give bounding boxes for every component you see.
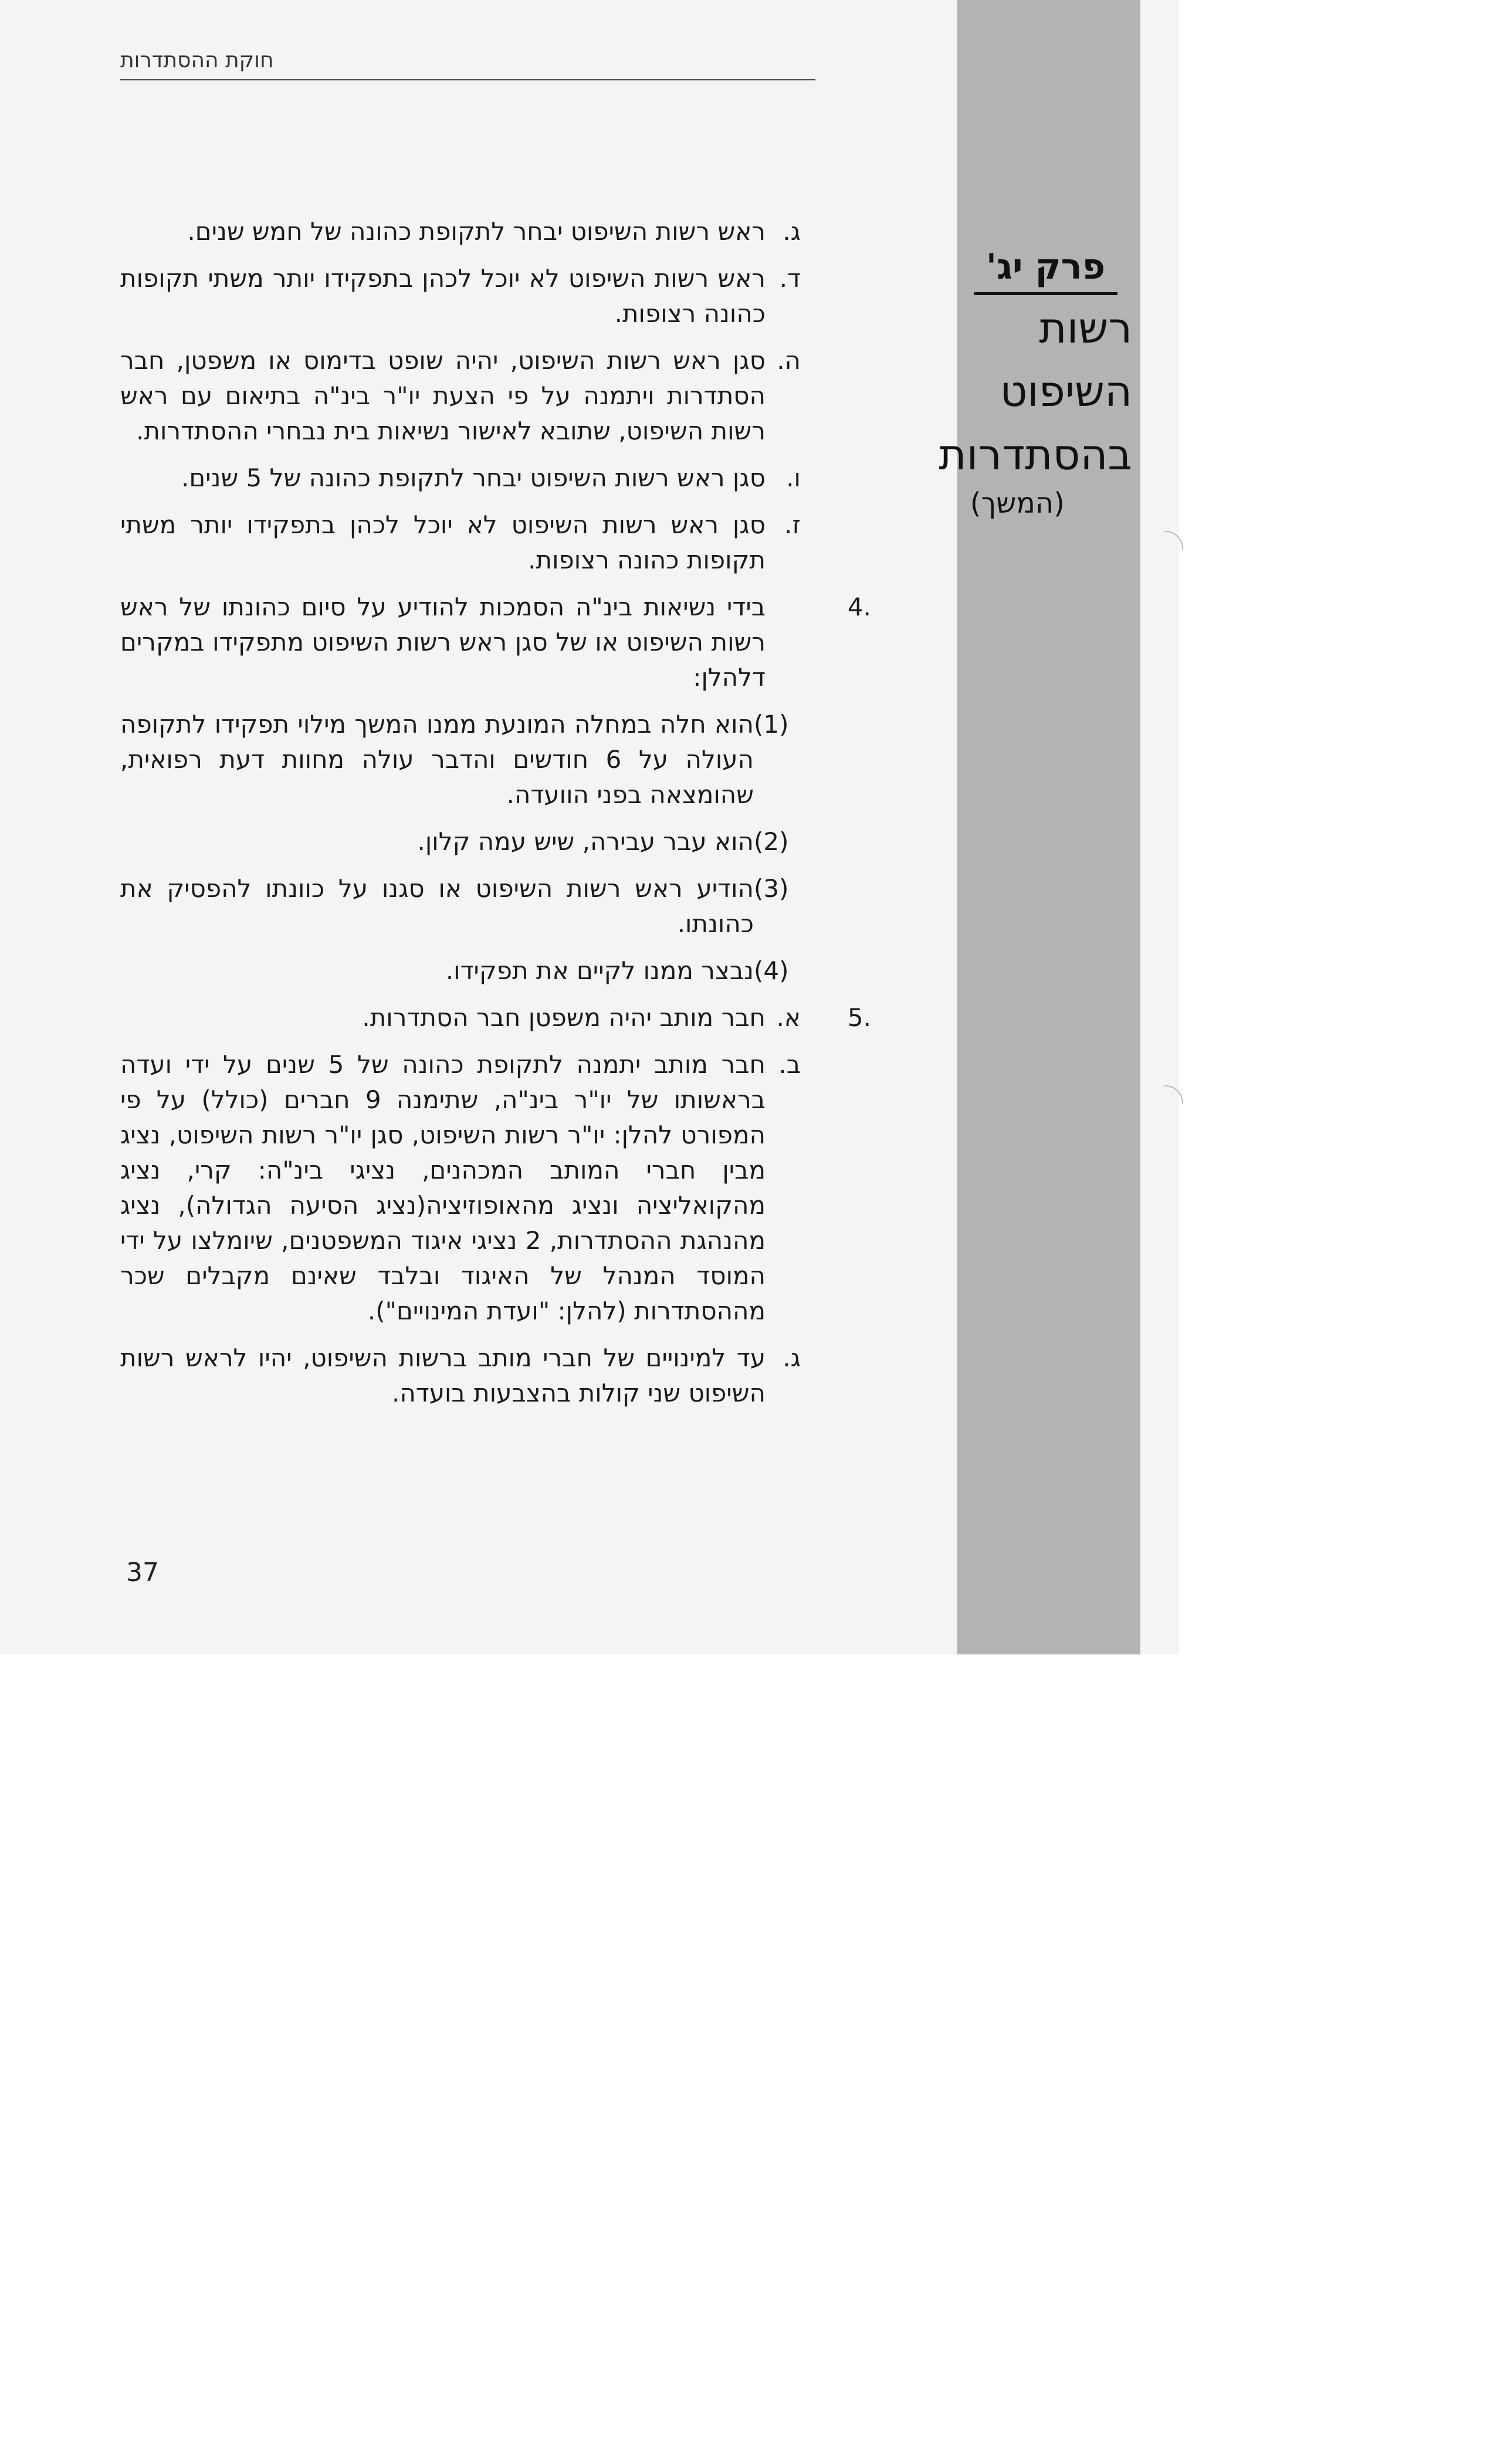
clause [120,214,801,249]
sub-clause [120,824,801,859]
chapter-subtitle: (המשך) [970,487,1065,520]
clause-text: הוא חלה במחלה המונעת ממנו המשך מילוי תפקידו לתקופה העולה על 6 חודשים והדבר עולה מחוות דעת רפואית, שהומצאה בפני הוועדה. [120,710,754,809]
clause-text: סגן ראש רשות השיפוט לא יוכל לכהן בתפקידו יותר משתי תקופות כהונה רצופות. [120,510,766,574]
clause-text: חבר מותב יתמנה לתקופת כהונה של 5 שנים על ידי ועדה בראשותו של יו"ר בינ"ה, שתימנה 9 חברים (כולל) על פי המפורט להלן: יו"ר רשות השיפוט, סגן יו"ר רשות השיפוט, נציג מבין חברי המותב המכהנים, נציגי בינ"ה: קרי, נציג מהקואליציה ונציג מהאופוזיציה(נציג הסיעה הגדולה), נציג מהנהגת ההסתדרות, 2 נציגי איגוד המשפטנים, שיומלצו על ידי המוסד המנהל של האיגוד ובלבד שאינם מקבלים שכר מההסתדרות (להלן: "ועדת המינויים"). [120,1050,766,1325]
sub-clause [120,871,801,942]
binding-mark [1164,1085,1183,1104]
chapter-title-line: בהסתדרות [939,430,1132,479]
clause-marker [766,590,801,695]
clause-text: ראש רשות השיפוט יבחר לתקופת כהונה של חמש שנים. [187,217,766,246]
clause-text: סגן ראש רשות השיפוט יבחר לתקופת כהונה של 5 שנים. [181,463,766,492]
chapter-title [939,296,1132,486]
clause-list [120,214,871,1423]
clause-marker: א. [776,1003,801,1032]
clause-text: סגן ראש רשות השיפוט, יהיה שופט בדימוס או משפטן, חבר הסתדרות ויתמנה על פי הצעת יו"ר בינ"ה בתיאום עם ראש רשות השיפוט, שתובא לאישור נשיאות בית נבחרי ההסתדרות. [120,346,766,445]
chapter-label: פרק יג' [974,246,1117,295]
clause-marker: (3) [754,874,789,903]
clause [120,343,801,449]
section-number: .4 [847,593,871,621]
clause [120,590,871,695]
clause [120,507,801,578]
clause-text: חבר מותב יהיה משפטן חבר הסתדרות. [362,1003,766,1032]
clause-text: נבצר ממנו לקיים את תפקידו. [445,956,754,985]
clause-marker: ג. [783,217,801,246]
clause [120,1000,871,1035]
section-number: .5 [847,1003,871,1032]
clause-marker: (4) [754,956,789,985]
clause-text: הוא עבר עבירה, שיש עמה קלון. [417,827,754,856]
sub-clause [120,707,801,813]
sub-clause [120,953,801,989]
page-number: 37 [126,1558,159,1588]
clause-marker: ב. [778,1050,801,1079]
clause [120,1341,801,1411]
clause [120,1047,801,1329]
clause-text: בידי נשיאות בינ"ה הסמכות להודיע על סיום כהונתו של ראש רשות השיפוט או של סגן ראש רשות השיפוט מתפקידו במקרים דלהלן: [120,593,766,692]
clause [120,461,801,496]
chapter-title-line: השיפוט [1000,367,1132,416]
clause [120,261,801,331]
binding-mark [1164,531,1183,550]
running-header: חוקת ההסתדרות [120,48,815,80]
clause-marker: (1) [754,710,789,739]
clause-text: עד למינויים של חברי מותב ברשות השיפוט, יהיו לראש רשות השיפוט שני קולות בהצבעות בועדה. [120,1343,766,1407]
clause-marker: (2) [754,827,789,856]
clause-marker: ג. [783,1343,801,1372]
clause-marker: ו. [786,463,801,492]
clause-marker: ז. [784,510,801,539]
clause-marker: ה. [777,346,801,375]
clause-text: ראש רשות השיפוט לא יוכל לכהן בתפקידו יותר משתי תקופות כהונה רצופות. [120,264,766,328]
clause-marker: ד. [779,264,801,293]
chapter-title-line: רשות [1039,303,1132,353]
clause-text: הודיע ראש רשות השיפוט או סגנו על כוונתו להפסיק את כהונתו. [120,874,754,938]
